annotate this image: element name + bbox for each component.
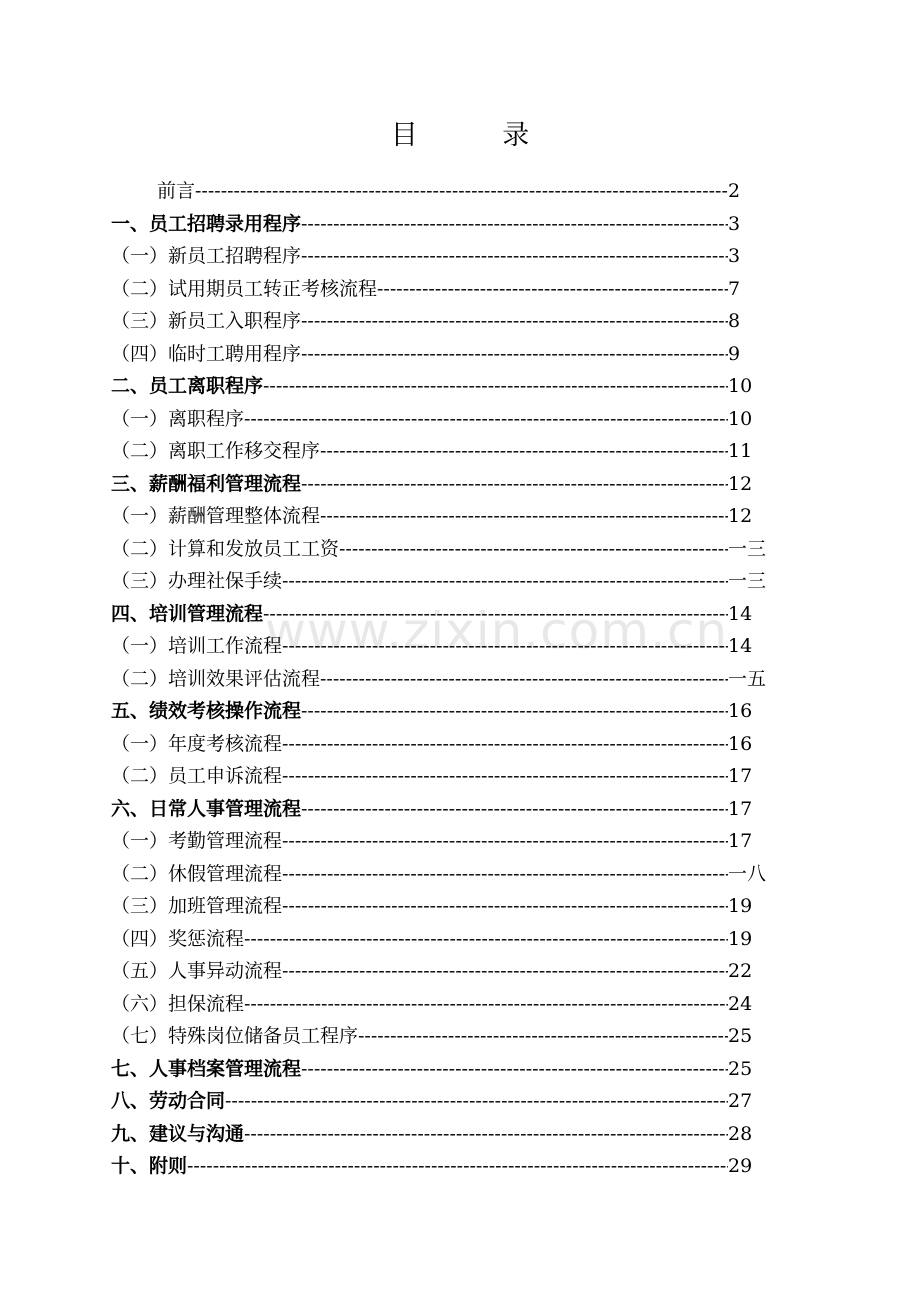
toc-page-number: 9 <box>728 342 741 365</box>
toc-entry-label: （一）新员工招聘程序 <box>111 245 302 267</box>
toc-chapter-row[interactable] <box>0 695 920 728</box>
toc-page-number: 一八 <box>728 862 767 885</box>
toc-dot-leader <box>320 435 728 468</box>
toc-page-number: 10 <box>728 407 753 430</box>
toc-entry-label: （二）培训效果评估流程 <box>111 667 321 690</box>
toc-dot-leader <box>282 858 728 891</box>
toc-dot-leader <box>225 1085 728 1118</box>
toc-page-number: 16 <box>728 700 753 722</box>
toc-section-row[interactable] <box>0 663 920 696</box>
toc-page-number: 24 <box>728 992 753 1015</box>
toc-entry-label: 五、绩效考核操作流程 <box>111 700 302 722</box>
toc-chapter-row[interactable] <box>0 208 920 241</box>
toc-dot-leader <box>282 955 728 988</box>
toc-section-row[interactable] <box>0 825 920 858</box>
toc-section-row[interactable] <box>0 988 920 1021</box>
toc-chapter-row[interactable] <box>0 1118 920 1151</box>
toc-page-number: 25 <box>728 1025 753 1047</box>
toc-section-row[interactable] <box>0 565 920 598</box>
toc-section-row[interactable] <box>0 630 920 663</box>
toc-section-row[interactable] <box>0 533 920 566</box>
toc-entry-label: 前言 <box>157 180 196 202</box>
toc-section-row[interactable] <box>0 923 920 956</box>
toc-page-number: 28 <box>728 1122 753 1145</box>
toc-section-row[interactable] <box>0 435 920 468</box>
toc-entry-label: 一、员工招聘录用程序 <box>111 212 302 235</box>
toc-section-row[interactable] <box>0 403 920 436</box>
toc-section-row[interactable] <box>0 338 920 371</box>
toc-chapter-row[interactable] <box>0 793 920 826</box>
toc-dot-leader <box>282 728 728 761</box>
toc-page-number: 14 <box>728 635 753 657</box>
toc-dot-leader <box>320 500 728 533</box>
toc-section-row[interactable] <box>0 858 920 891</box>
toc-page-number: 10 <box>728 375 753 397</box>
toc-page-number: 一三 <box>728 570 767 592</box>
toc-dot-leader <box>282 630 728 663</box>
toc-entry-label: （二）员工申诉流程 <box>111 765 283 787</box>
toc-section-row[interactable] <box>0 305 920 338</box>
toc-entry-label: （二）试用期员工转正考核流程 <box>111 277 378 300</box>
toc-chapter-row[interactable] <box>0 1053 920 1086</box>
table-of-contents <box>0 175 920 1183</box>
toc-entry-label: （一）离职程序 <box>111 407 245 430</box>
toc-dot-leader <box>301 1053 728 1086</box>
toc-chapter-row[interactable] <box>0 1150 920 1183</box>
toc-page-number: 7 <box>728 277 741 300</box>
toc-dot-leader <box>301 208 728 241</box>
toc-dot-leader <box>377 273 728 306</box>
toc-page-number: 19 <box>728 895 753 917</box>
toc-dot-leader <box>282 565 728 598</box>
toc-page-number: 8 <box>728 310 741 332</box>
toc-page-number: 一三 <box>728 537 767 560</box>
toc-entry-label: 三、薪酬福利管理流程 <box>111 472 302 495</box>
toc-dot-leader <box>263 370 728 403</box>
toc-page-number: 14 <box>728 602 753 625</box>
toc-section-row[interactable] <box>0 500 920 533</box>
toc-page-number: 12 <box>728 505 753 527</box>
toc-entry-label: 六、日常人事管理流程 <box>111 797 302 820</box>
toc-page-number: 22 <box>728 960 753 982</box>
toc-dot-leader <box>358 1020 728 1053</box>
toc-dot-leader <box>282 890 728 923</box>
toc-dot-leader <box>263 598 728 631</box>
toc-section-row[interactable] <box>0 760 920 793</box>
toc-dot-leader <box>187 1150 728 1183</box>
toc-page-number: 11 <box>728 440 753 462</box>
toc-section-row[interactable] <box>0 728 920 761</box>
toc-entry-label: （一）培训工作流程 <box>111 635 283 657</box>
toc-page-number: 25 <box>728 1057 753 1080</box>
toc-entry-label: （四）临时工聘用程序 <box>111 342 302 365</box>
toc-dot-leader <box>244 923 728 956</box>
toc-entry-label: （六）担保流程 <box>111 992 245 1015</box>
toc-entry-label: （二）离职工作移交程序 <box>111 440 321 462</box>
toc-dot-leader <box>282 760 728 793</box>
toc-dot-leader <box>301 338 728 371</box>
toc-page-number: 一五 <box>728 667 767 690</box>
toc-entry-label: （四）奖惩流程 <box>111 927 245 950</box>
toc-entry-label: （三）新员工入职程序 <box>111 310 302 332</box>
toc-chapter-row[interactable] <box>0 468 920 501</box>
toc-entry-label: （一）薪酬管理整体流程 <box>111 505 321 527</box>
toc-page-number: 27 <box>728 1090 753 1112</box>
toc-entry-label: （一）年度考核流程 <box>111 732 283 755</box>
toc-page-number: 17 <box>728 765 753 787</box>
toc-page-number: 16 <box>728 732 753 755</box>
toc-dot-leader <box>301 793 728 826</box>
toc-dot-leader <box>195 175 728 208</box>
toc-page-number: 2 <box>728 180 741 202</box>
toc-entry-label: 八、劳动合同 <box>111 1090 226 1112</box>
toc-entry-label: （七）特殊岗位储备员工程序 <box>111 1025 359 1047</box>
toc-dot-leader <box>301 240 728 273</box>
toc-chapter-row[interactable] <box>0 598 920 631</box>
toc-entry-label: （二）休假管理流程 <box>111 862 283 885</box>
toc-page-number: 12 <box>728 472 753 495</box>
toc-dot-leader <box>282 825 728 858</box>
toc-page-number: 3 <box>728 245 741 267</box>
toc-dot-leader <box>339 533 728 566</box>
toc-dot-leader <box>320 663 728 696</box>
page-title: 目 录 <box>390 120 568 151</box>
toc-dot-leader <box>244 403 728 436</box>
toc-page-number: 19 <box>728 927 753 950</box>
toc-entry-label: 二、员工离职程序 <box>111 375 264 397</box>
toc-section-row[interactable] <box>0 890 920 923</box>
toc-section-row[interactable] <box>0 273 920 306</box>
toc-entry-label: （二）计算和发放员工工资 <box>111 537 340 560</box>
toc-entry-label: 十、附则 <box>111 1155 188 1177</box>
toc-dot-leader <box>301 468 728 501</box>
toc-entry-label: （五）人事异动流程 <box>111 960 283 982</box>
toc-entry-label: （一）考勤管理流程 <box>111 830 283 852</box>
toc-chapter-row[interactable] <box>0 370 920 403</box>
toc-page-number: 17 <box>728 830 753 852</box>
toc-entry-label: 九、建议与沟通 <box>111 1122 245 1145</box>
toc-entry-label: 七、人事档案管理流程 <box>111 1057 302 1080</box>
toc-dot-leader <box>244 1118 728 1151</box>
toc-chapter-row[interactable] <box>0 1085 920 1118</box>
toc-dot-leader <box>301 305 728 338</box>
toc-entry-label: 四、培训管理流程 <box>111 602 264 625</box>
watermark: www.zixin.com.cn <box>265 602 729 660</box>
toc-section-row[interactable] <box>0 1020 920 1053</box>
toc-page-number: 3 <box>728 212 741 235</box>
toc-page-number: 17 <box>728 797 753 820</box>
toc-entry-label: （三）加班管理流程 <box>111 895 283 917</box>
toc-page-number: 29 <box>728 1155 753 1177</box>
toc-section-row[interactable] <box>0 240 920 273</box>
toc-preface-row[interactable] <box>0 175 920 208</box>
toc-dot-leader <box>301 695 728 728</box>
toc-entry-label: （三）办理社保手续 <box>111 570 283 592</box>
toc-section-row[interactable] <box>0 955 920 988</box>
toc-dot-leader <box>244 988 728 1021</box>
